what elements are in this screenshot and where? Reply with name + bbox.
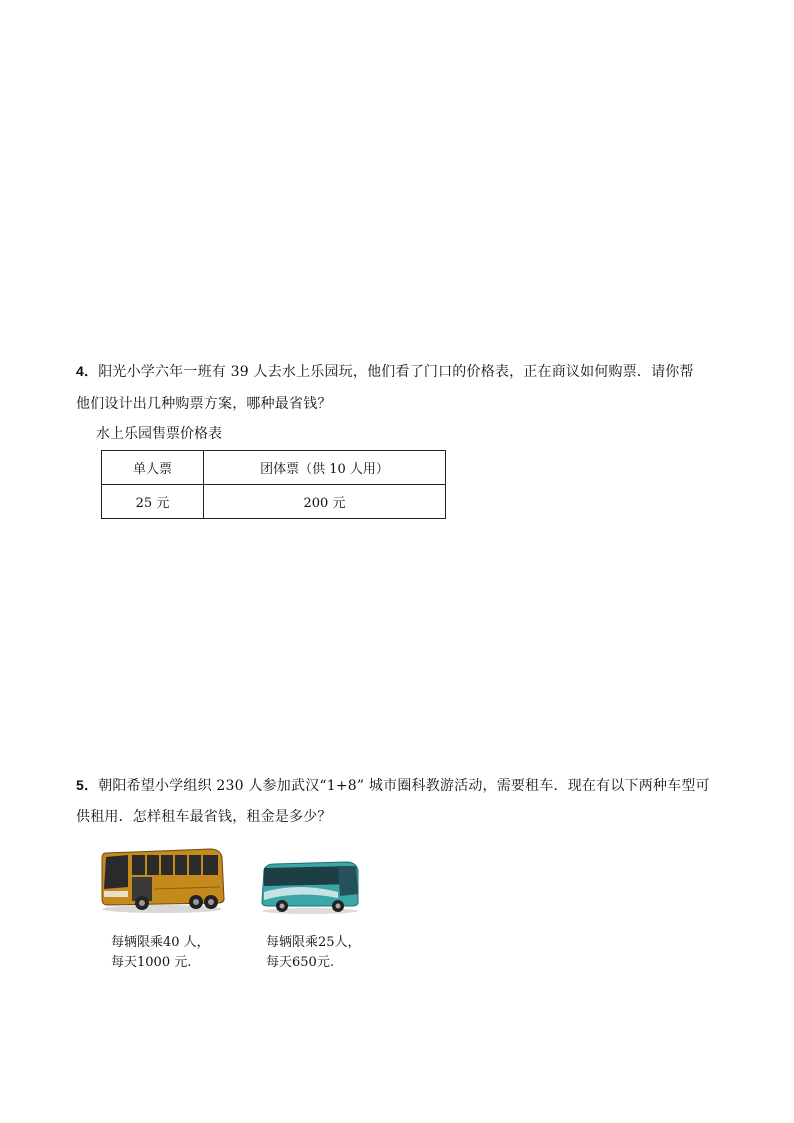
table-caption: 水上乐园售票价格表	[96, 426, 222, 442]
table-row	[102, 485, 446, 519]
q5-line1	[76, 776, 710, 795]
q4-text-line1: 阳光小学六年一班有 39 人去水上乐园玩，他们看了门口的价格表，正在商议如何购票．请你帮	[98, 364, 694, 380]
q5-text-line1: 朝阳希望小学组织 230 人参加武汉“1+8” 城市圈科教游活动，需要租车．现在有以下两种车型可	[98, 778, 710, 794]
large-bus-label	[111, 933, 210, 973]
small-bus-price: 每天650元.	[266, 955, 334, 970]
large-bus-price: 每天1000 元.	[111, 955, 192, 970]
header-single-ticket: 单人票	[102, 451, 204, 485]
single-ticket-price: 25 元	[102, 485, 204, 519]
q4-line2	[76, 395, 332, 413]
small-bus-capacity: 每辆限乘25人，	[266, 935, 361, 950]
q5-text-line2: 供租用．怎样租车最省钱，租金是多少？	[76, 809, 332, 825]
small-bus-image	[258, 858, 362, 916]
q5-number: 5．	[76, 777, 99, 793]
small-bus-label	[266, 933, 361, 973]
price-table	[101, 450, 446, 519]
table-header-row	[102, 451, 446, 485]
q4-number: 4．	[76, 363, 99, 379]
large-bus-capacity: 每辆限乘40 人，	[111, 935, 210, 950]
large-bus-image	[98, 843, 226, 915]
q4-text-line2: 他们设计出几种购票方案，哪种最省钱？	[76, 396, 332, 412]
q4-line1	[76, 362, 694, 381]
header-group-ticket: 团体票（供 10 人用）	[204, 451, 446, 485]
group-ticket-price: 200 元	[204, 485, 446, 519]
q5-line2	[76, 808, 332, 826]
